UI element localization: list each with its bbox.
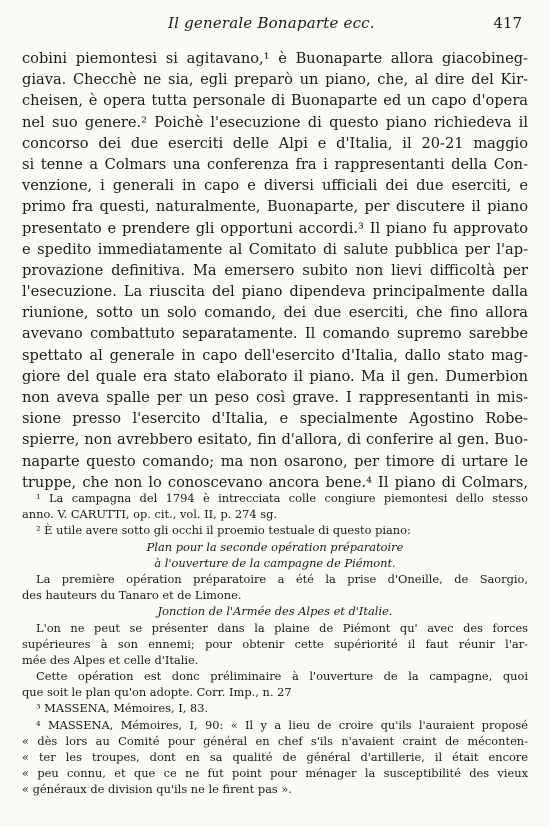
body-line: provazione definitiva. Ma emersero subito non lievi difficoltà per <box>22 261 528 279</box>
footnote-4-line: « ter les troupes, dont en sa qualité de général d'artillerie, il était encore <box>22 750 528 764</box>
body-line: sione presso l'esercito d'Italia, e specialmente Agostino Robe- <box>22 410 528 428</box>
body-line: e spedito immediatamente al Comitato di salute pubblica per l'ap- <box>22 240 528 258</box>
footnote-2-line: ² È utile avere sotto gli occhi il proemio testuale di questo piano: <box>36 523 411 538</box>
body-line: cheisen, è opera tutta personale di Buonaparte ed un capo d'opera <box>22 92 528 110</box>
footnote-4-line: « généraux de division qu'ils ne le firent pas ». <box>22 782 292 797</box>
footnote-4-line: « peu connu, et que ce ne fut point pour ménager la susceptibilité des vieux <box>22 766 528 781</box>
footnote-quote-heading: à l'ouverture de la campagne de Piémont. <box>154 555 396 570</box>
body-line: giore del quale era stato elaborato il piano. Ma il gen. Dumerbion <box>22 367 528 385</box>
footnote-quote-line: mée des Alpes et celle d'Italie. <box>22 652 199 667</box>
footnote-3-line: ³ MASSENA, Mémoires, I, 83. <box>36 701 209 716</box>
footnote-quote-line: supérieures à son ennemi; pour obtenir cette supériorité il faut réunir l'ar- <box>22 636 528 651</box>
body-line: venzione, i generali in capo e diversi ufficiali dei due eserciti, e <box>22 177 528 195</box>
body-line: cobini piemontesi si agitavano,¹ è Buonaparte allora giacobineg- <box>22 50 528 67</box>
footnote-quote-heading: Jonction de l'Armée des Alpes et d'Italie. <box>157 604 393 619</box>
body-line: naparte questo comando; ma non osarono, per timore di urtare le <box>22 452 528 470</box>
body-line: concorso dei due eserciti delle Alpi e d'Italia, il 20-21 maggio <box>22 134 528 152</box>
body-line: nel suo genere.² Poichè l'esecuzione di questo piano richiedeva il <box>22 113 528 131</box>
running-head: Il generale Bonaparte ecc. <box>168 14 375 32</box>
footnote-4-line: ⁴ MASSENA, Mémoires, I, 90: « Il y a lieu de croire qu'ils l'auraient proposé <box>36 717 528 732</box>
footnote-1-line: ¹ La campagna del 1794 è intrecciata colle congiure piemontesi dello stesso <box>36 491 528 505</box>
footnote-quote-line: L'on ne peut se présenter dans la plaine de Piémont qu' avec des forces <box>36 620 528 635</box>
footnote-quote-line: que soit le plan qu'on adopte. Corr. Imp., n. 27 <box>22 685 292 700</box>
footnote-quote-heading: Plan pour la seconde opération préparatoire <box>146 539 404 554</box>
page-header <box>0 14 550 34</box>
body-line: presentato e prendere gli opportuni accordi.³ Il piano fu approvato <box>22 219 528 237</box>
footnote-1-line: anno. V. CARUTTI, op. cit., vol. II, p. 274 sg. <box>22 507 278 522</box>
body-line: truppe, che non lo conoscevano ancora bene.⁴ Il piano di Colmars, <box>22 473 528 491</box>
body-line: giava. Checchè ne sia, egli preparò un piano, che, al dire del Kir- <box>22 71 528 89</box>
footnote-quote-line: La première opération préparatoire a été la prise d'Oneille, de Saorgio, <box>36 571 528 586</box>
footnote-4-line: « dès lors au Comité pour général en chef s'ils n'avaient craint de méconten- <box>22 733 528 748</box>
body-line: l'esecuzione. La riuscita del piano dipendeva principalmente dalla <box>22 283 528 301</box>
body-line: spettato al generale in capo dell'esercito d'Italia, dallo stato mag- <box>22 346 528 364</box>
footnote-quote-line: des hauteurs du Tanaro et de Limone. <box>22 588 242 603</box>
body-line: avevano combattuto separatamente. Il comando supremo sarebbe <box>22 325 528 343</box>
body-line: non aveva spalle per un peso così grave. I rappresentanti in mis- <box>22 389 528 406</box>
footnote-quote-line: Cette opération est donc préliminaire à l'ouverture de la campagne, quoi <box>36 669 528 684</box>
body-line: riunione, sotto un solo comando, dei due eserciti, che fino allora <box>22 304 528 322</box>
footnotes <box>22 490 528 798</box>
body-line: spierre, non avrebbero esitato, fin d'allora, di conferire al gen. Buo- <box>22 431 528 449</box>
body-text <box>22 48 528 493</box>
body-line: primo fra questi, naturalmente, Buonaparte, per discutere il piano <box>22 198 528 216</box>
page-number: 417 <box>493 14 522 32</box>
body-line: si tenne a Colmars una conferenza fra i rappresentanti della Con- <box>22 155 528 173</box>
